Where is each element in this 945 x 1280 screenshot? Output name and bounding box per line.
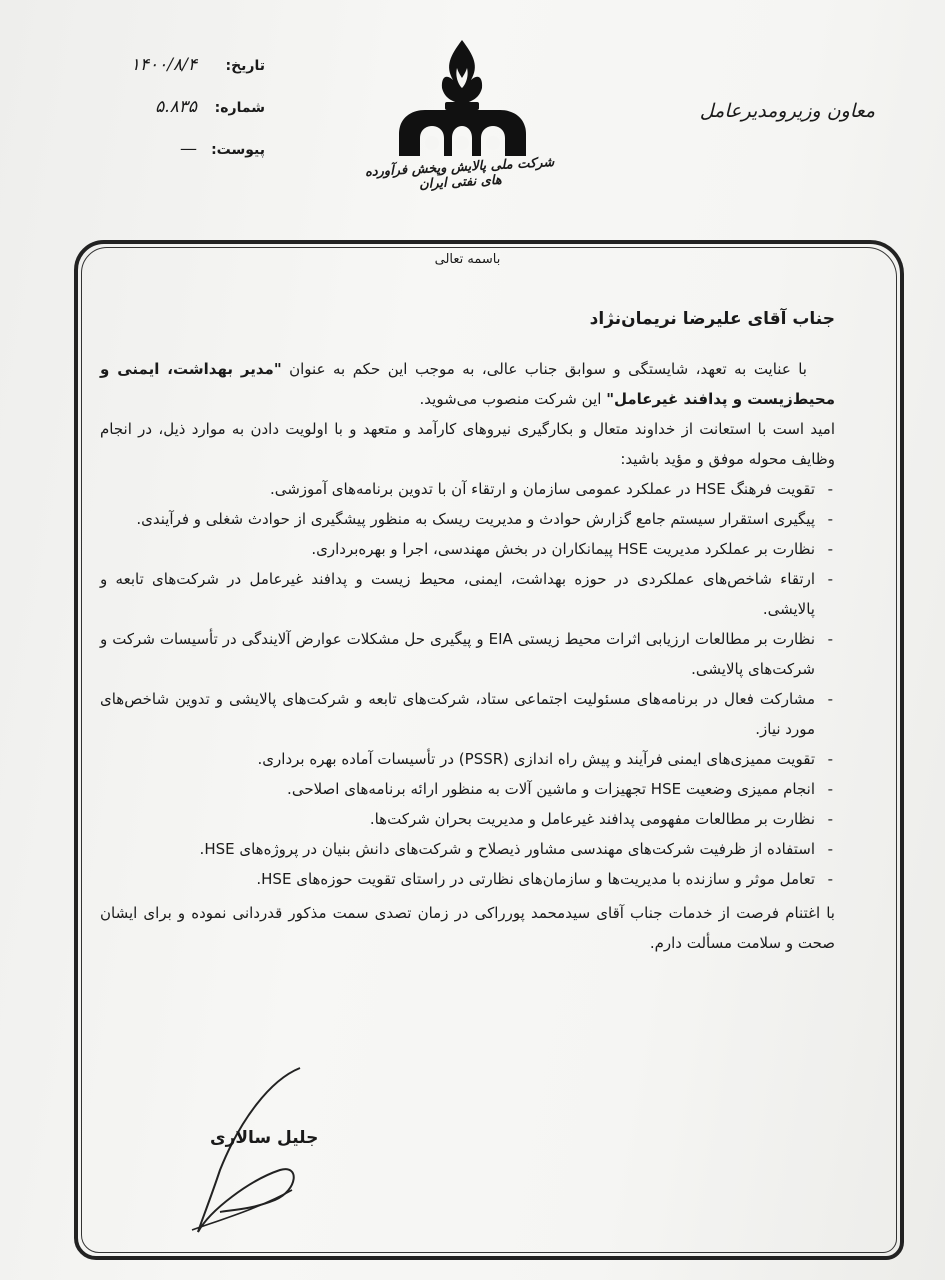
duty-item: - انجام ممیزی وضعیت HSE تجهیزات و ماشین آلات به منظور ارائه برنامه‌های اصلاحی. bbox=[100, 774, 835, 804]
duty-item: - نظارت بر عملکرد مدیریت HSE پیمانکاران در بخش مهندسی، اجرا و بهره‌برداری. bbox=[100, 534, 835, 564]
company-logo-icon bbox=[395, 38, 530, 158]
letter-meta bbox=[105, 55, 265, 169]
duties-list bbox=[100, 474, 835, 894]
duty-item: - نظارت بر مطالعات مفهومی پدافند غیرعامل و مدیریت بحران شرکت‌ها. bbox=[100, 804, 835, 834]
duty-item: - پیگیری استقرار سیستم جامع گزارش حوادث و مدیریت ریسک به منظور پیشگیری از حوادث شغلی و فرآیندی. bbox=[100, 504, 835, 534]
duty-item: - مشارکت فعال در برنامه‌های مسئولیت اجتماعی ستاد، شرکت‌های تابعه و شرکت‌های پالایشی و تدوین شاخص‌های مورد نیاز. bbox=[100, 684, 835, 744]
number-value: ۵.۸۳۵ bbox=[155, 97, 197, 117]
intro-before: با عنایت به تعهد، شایستگی و سوابق جناب عالی، به موجب این حکم به عنوان bbox=[281, 360, 807, 378]
rank-title: معاون وزیرومدیرعامل bbox=[699, 100, 875, 122]
attachment-row bbox=[105, 139, 265, 169]
letter-body bbox=[100, 250, 835, 958]
intro-after: این شرکت منصوب می‌شوید. bbox=[419, 390, 607, 408]
recipient-line: جناب آقای علیرضا نریمان‌نژاد bbox=[589, 309, 835, 329]
company-name: شرکت ملی پالایش وپخش فرآورده های نفتی ایران bbox=[364, 155, 555, 193]
handwritten-signature bbox=[180, 1060, 380, 1240]
number-row bbox=[105, 97, 265, 139]
number-label: شماره: bbox=[214, 100, 265, 116]
appointment-paragraph bbox=[100, 354, 835, 414]
signer-name: جلیل سالاری bbox=[210, 1128, 319, 1148]
position-title: "مدیر بهداشت، ایمنی و محیط‌زیست و پدافند غیرعامل" bbox=[100, 360, 835, 408]
duty-item: - تقویت فرهنگ HSE در عملکرد عمومی سازمان و ارتقاء آن با تدوین برنامه‌های آموزشی. bbox=[100, 474, 835, 504]
date-row bbox=[105, 55, 265, 97]
date-label: تاریخ: bbox=[225, 58, 265, 74]
date-value: ۱۴۰۰/۸/۴ bbox=[130, 55, 197, 75]
duty-item: - نظارت بر مطالعات ارزیابی اثرات محیط زیستی EIA و پیگیری حل مشکلات عوارض آلایندگی در تأسیسات شرکت و شرکت‌های پالایشی. bbox=[100, 624, 835, 684]
closing-paragraph: با اغتنام فرصت از خدمات جناب آقای سیدمحمد پورراکی در زمان تصدی سمت مذکور قدردانی نموده و برای ایشان صحت و سلامت مسألت دارم. bbox=[100, 904, 835, 952]
duty-item: - تقویت ممیزی‌های ایمنی فرآیند و پیش راه اندازی (PSSR) در تأسیسات آماده بهره برداری. bbox=[100, 744, 835, 774]
duty-item: - استفاده از ظرفیت شرکت‌های مهندسی مشاور ذیصلاح و شرکت‌های دانش بنیان در پروژه‌های HSE. bbox=[100, 834, 835, 864]
attachment-label: پیوست: bbox=[211, 142, 265, 158]
attachment-value: — bbox=[180, 139, 197, 159]
duty-item: - ارتقاء شاخص‌های عملکردی در حوزه بهداشت، ایمنی، محیط زیست و پدافند غیرعامل در شرکت‌های تابعه و پالایشی. bbox=[100, 564, 835, 624]
duty-item: - تعامل موثر و سازنده با مدیریت‌ها و سازمان‌های نظارتی در راستای تقویت حوزه‌های HSE. bbox=[100, 864, 835, 894]
hope-paragraph: امید است با استعانت از خداوند متعال و بکارگیری نیروهای کارآمد و متعهد و با اولویت دادن به موارد ذیل، در انجام وظایف محوله موفق و مؤید باشید: bbox=[100, 420, 835, 468]
bismillah-heading: باسمه تعالی bbox=[434, 252, 501, 267]
